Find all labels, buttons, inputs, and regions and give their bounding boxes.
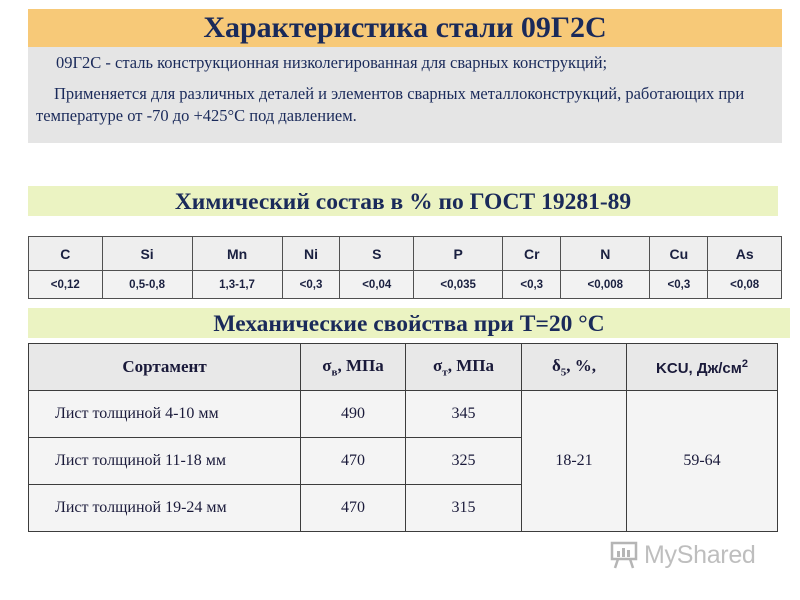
mechanical-properties-header: Механические свойства при Т=20 °С xyxy=(28,308,790,338)
intro-paragraph-2: Применяется для различных деталей и элементов сварных металлоконструкций, работающих при температуре от -70 до +425°С под давлением. xyxy=(36,84,745,125)
subscript: 5 xyxy=(560,366,567,379)
unit-label: , МПа xyxy=(447,355,494,375)
column-header: C xyxy=(29,237,103,271)
sigma-v-cell: 470 xyxy=(301,485,406,532)
sortament-cell: Лист толщиной 4-10 мм xyxy=(29,391,301,438)
table-row xyxy=(29,391,778,438)
chemical-composition-header: Химический состав в % по ГОСТ 19281-89 xyxy=(28,186,778,216)
column-header-delta xyxy=(522,344,627,391)
kcu-label: KCU, Дж/см xyxy=(656,359,742,377)
subscript: т xyxy=(442,366,448,379)
sortament-cell: Лист толщиной 19-24 мм xyxy=(29,485,301,532)
intro-paragraph-1: 09Г2С - сталь конструкционная низколегированная для сварных конструкций; xyxy=(56,53,608,72)
watermark-text: MyShared xyxy=(644,540,756,569)
sigma-t-cell: 325 xyxy=(406,438,522,485)
sigma-v-cell: 470 xyxy=(301,438,406,485)
sigma-t-cell: 315 xyxy=(406,485,522,532)
unit-label: , %, xyxy=(566,355,597,375)
table-cell: <0,3 xyxy=(503,271,561,299)
table-cell: <0,008 xyxy=(561,271,650,299)
sigma-symbol: σ xyxy=(433,355,443,375)
column-header: Cu xyxy=(650,237,708,271)
column-header: Si xyxy=(102,237,192,271)
watermark xyxy=(608,538,756,572)
presentation-board-icon xyxy=(608,539,640,571)
column-header: P xyxy=(414,237,503,271)
column-header: Ni xyxy=(282,237,340,271)
table-cell: <0,035 xyxy=(414,271,503,299)
mechanical-properties-table xyxy=(28,343,778,532)
table-cell: <0,04 xyxy=(340,271,414,299)
table-cell: <0,12 xyxy=(29,271,103,299)
sortament-cell: Лист толщиной 11-18 мм xyxy=(29,438,301,485)
page-title: Характеристика стали 09Г2С xyxy=(28,9,782,47)
column-header: Mn xyxy=(192,237,282,271)
table-row xyxy=(29,271,782,299)
table-cell: <0,3 xyxy=(650,271,708,299)
chemical-composition-table xyxy=(28,236,782,299)
sigma-symbol: σ xyxy=(322,355,332,375)
column-header-sortament: Сортамент xyxy=(29,344,301,391)
table-header-row xyxy=(29,344,778,391)
delta-cell: 18-21 xyxy=(522,391,627,532)
superscript: 2 xyxy=(741,357,748,370)
column-header: As xyxy=(708,237,782,271)
table-cell: 0,5-0,8 xyxy=(102,271,192,299)
delta-symbol: δ xyxy=(551,355,561,375)
column-header: S xyxy=(340,237,414,271)
intro-block xyxy=(28,47,782,143)
sigma-t-cell: 345 xyxy=(406,391,522,438)
column-header: Cr xyxy=(503,237,561,271)
table-cell: <0,3 xyxy=(282,271,340,299)
column-header-sigma-v xyxy=(301,344,406,391)
column-header-kcu xyxy=(627,344,778,391)
table-header-row xyxy=(29,237,782,271)
kcu-cell: 59-64 xyxy=(627,391,778,532)
sigma-v-cell: 490 xyxy=(301,391,406,438)
unit-label: , МПа xyxy=(337,355,384,375)
table-cell: 1,3-1,7 xyxy=(192,271,282,299)
subscript: в xyxy=(331,366,338,379)
table-cell: <0,08 xyxy=(708,271,782,299)
column-header: N xyxy=(561,237,650,271)
column-header-sigma-t xyxy=(406,344,522,391)
